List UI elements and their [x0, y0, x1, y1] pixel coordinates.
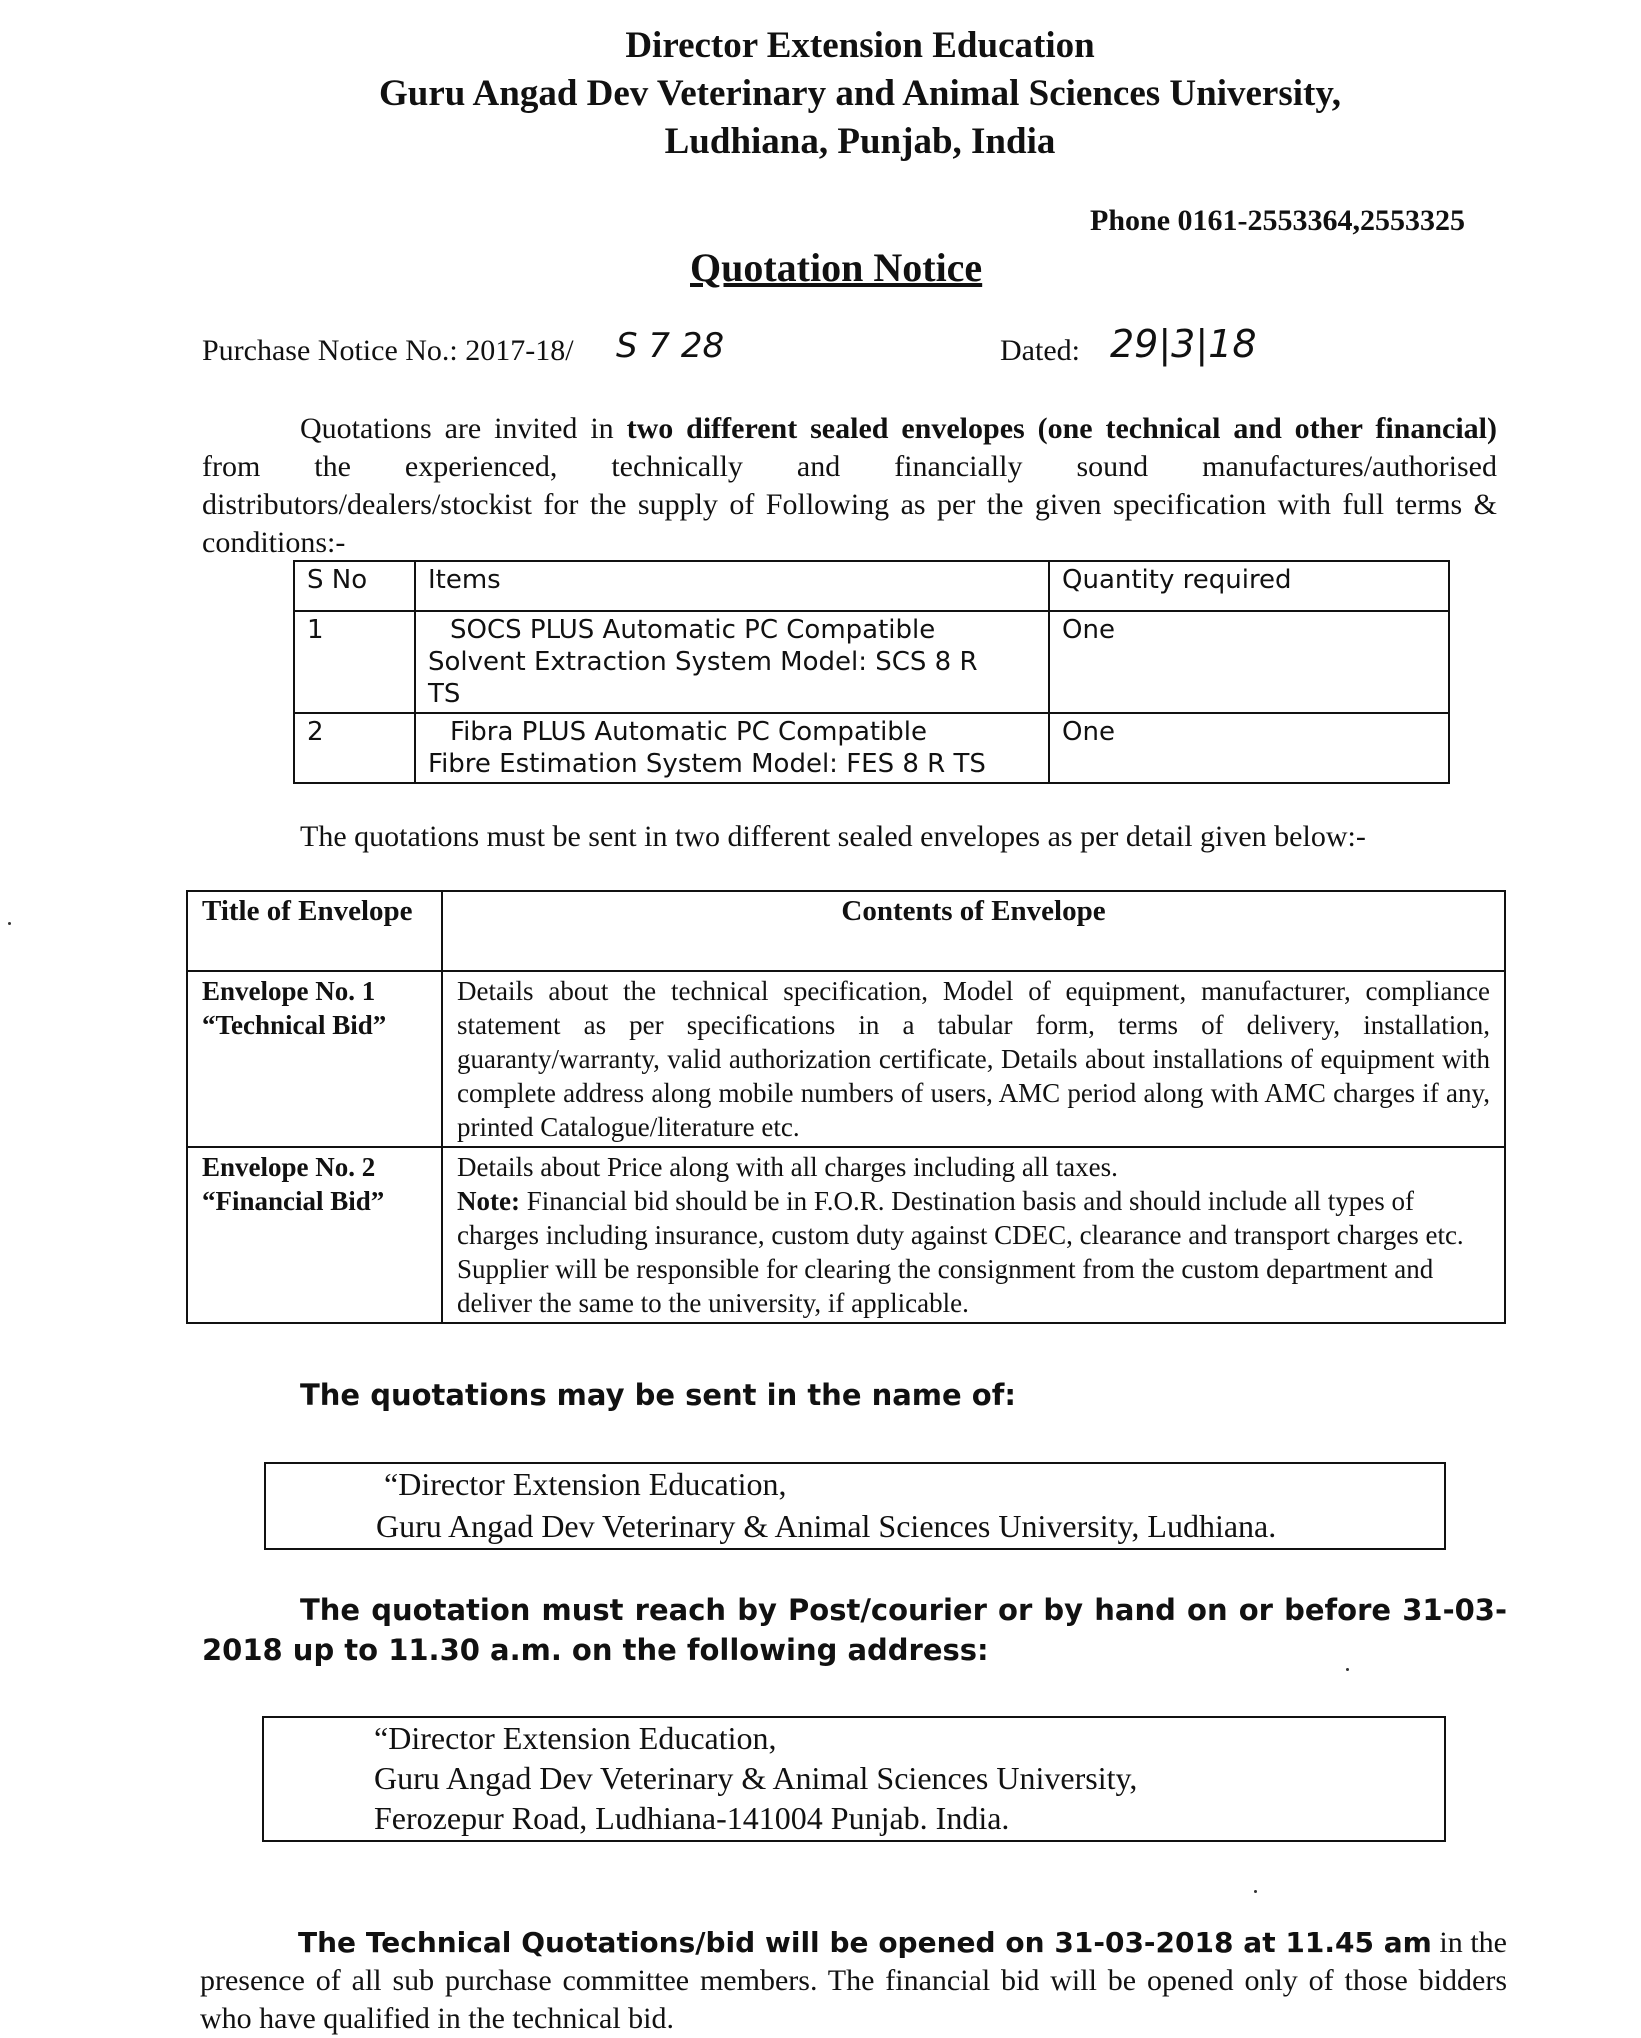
scan-speck [1254, 1890, 1257, 1893]
page-title: Quotation Notice [690, 245, 983, 290]
phone-number: Phone 0161-2553364,2553325 [1090, 204, 1465, 237]
envelope-contents-text: Details about Price along with all charges including all taxes. [457, 1152, 1118, 1182]
envelope-note [457, 1184, 1490, 1320]
scan-speck [1346, 1668, 1349, 1671]
row-quantity: One [1049, 713, 1449, 783]
row-item-line: Fibra PLUS Automatic PC Compatible [450, 717, 928, 747]
header-line-1: Director Extension Education [625, 25, 1095, 66]
envelope-table [186, 890, 1506, 1324]
name-box-line-2: Guru Angad Dev Veterinary & Animal Sciences University, Ludhiana. [376, 1508, 1277, 1544]
envelope-table-header [187, 891, 1505, 971]
name-heading: The quotations may be sent in the name of: [300, 1378, 1016, 1412]
deadline-text: The quotation must reach by Post/courier or by hand on or before 31-03-2018 up to 11.30 a.m. on the following address: [202, 1593, 1507, 1667]
name-box [264, 1462, 1446, 1550]
purchase-notice-label: Purchase Notice No.: 2017-18/ [202, 334, 574, 367]
intro-paragraph [202, 410, 1497, 562]
header-quantity: Quantity required [1049, 561, 1449, 611]
address-line-2: Guru Angad Dev Veterinary & Animal Sciences University, [374, 1760, 1138, 1796]
header-sno: S No [294, 561, 415, 611]
address-line-3: Ferozepur Road, Ludhiana-141004 Punjab. India. [374, 1800, 1010, 1836]
items-table [293, 560, 1450, 784]
row-item [415, 713, 1049, 783]
notice-date: 29|3|18 [1110, 322, 1257, 366]
dated-label: Dated: [1000, 334, 1080, 367]
address-box [262, 1716, 1446, 1842]
intro-rest-text: from the experienced, technically and financially sound manufactures/authorised distributors/dealers/stockist for the supply of Following as per the given specification with full terms & conditions:- [202, 450, 1497, 559]
name-box-line-1: “Director Extension Education, [384, 1466, 787, 1502]
row-item-line: TS [428, 679, 461, 709]
row-item-line: Solvent Extraction System Model: SCS 8 R [428, 647, 978, 677]
envelope-title [187, 971, 442, 1147]
header-envelope-contents: Contents of Envelope [442, 891, 1505, 971]
intro-text: Quotations are invited in [300, 412, 627, 445]
header-items: Items [415, 561, 1049, 611]
envelope-title-line: Envelope No. 2 [202, 1152, 376, 1182]
envelope-title-line: “Financial Bid” [202, 1186, 385, 1216]
opening-rest-text: in the presence of all sub purchase committee members. The financial bid will be opened only of those bidders who have qualified in the technical bid. [200, 1926, 1507, 2035]
intro-bold-text: two different sealed envelopes (one technical and other financial) [626, 412, 1498, 445]
envelope-contents [442, 1147, 1505, 1323]
row-sno: 1 [294, 611, 415, 713]
row-item-line: SOCS PLUS Automatic PC Compatible [450, 615, 936, 645]
table-row [294, 713, 1449, 783]
envelope-title-line: “Technical Bid” [202, 1010, 387, 1040]
table-row [294, 611, 1449, 713]
opening-paragraph [200, 1924, 1507, 2038]
row-sno: 2 [294, 713, 415, 783]
envelope-contents: Details about the technical specification, Model of equipment, manufacturer, compliance statement as per specifications in a tabular form, terms of delivery, installation, guaranty/warranty, valid authorization certificate, Details about installations of equipment with complete address along mobile numbers of users, AMC period along with AMC charges if any, printed Catalogue/literature etc. [442, 971, 1505, 1147]
header-envelope-title: Title of Envelope [187, 891, 442, 971]
header-line-2: Guru Angad Dev Veterinary and Animal Sciences University, [378, 73, 1342, 114]
scan-speck [8, 922, 11, 925]
envelope-title-line: Envelope No. 1 [202, 976, 376, 1006]
header-line-3: Ludhiana, Punjab, India [664, 121, 1056, 162]
table-row [187, 1147, 1505, 1323]
note-label: Note: [457, 1186, 520, 1216]
row-item [415, 611, 1049, 713]
row-item-line: Fibre Estimation System Model: FES 8 R TS [428, 749, 986, 779]
purchase-notice-number: S 7 28 [616, 326, 725, 366]
row-quantity: One [1049, 611, 1449, 713]
address-line-1: “Director Extension Education, [374, 1720, 777, 1756]
opening-bold-text: The Technical Quotations/bid will be opened on 31-03-2018 at 11.45 am [298, 1926, 1432, 1959]
note-text: Financial bid should be in F.O.R. Destination basis and should include all types of charges including insurance, custom duty against CDEC, clearance and transport charges etc. Supplier will be responsible for clearing the consignment from the custom department and deliver the same to the university, if applicable. [457, 1186, 1464, 1318]
envelopes-intro: The quotations must be sent in two different sealed envelopes as per detail given below:- [300, 820, 1366, 853]
table-row [187, 971, 1505, 1147]
envelope-title [187, 1147, 442, 1323]
items-table-header [294, 561, 1449, 611]
